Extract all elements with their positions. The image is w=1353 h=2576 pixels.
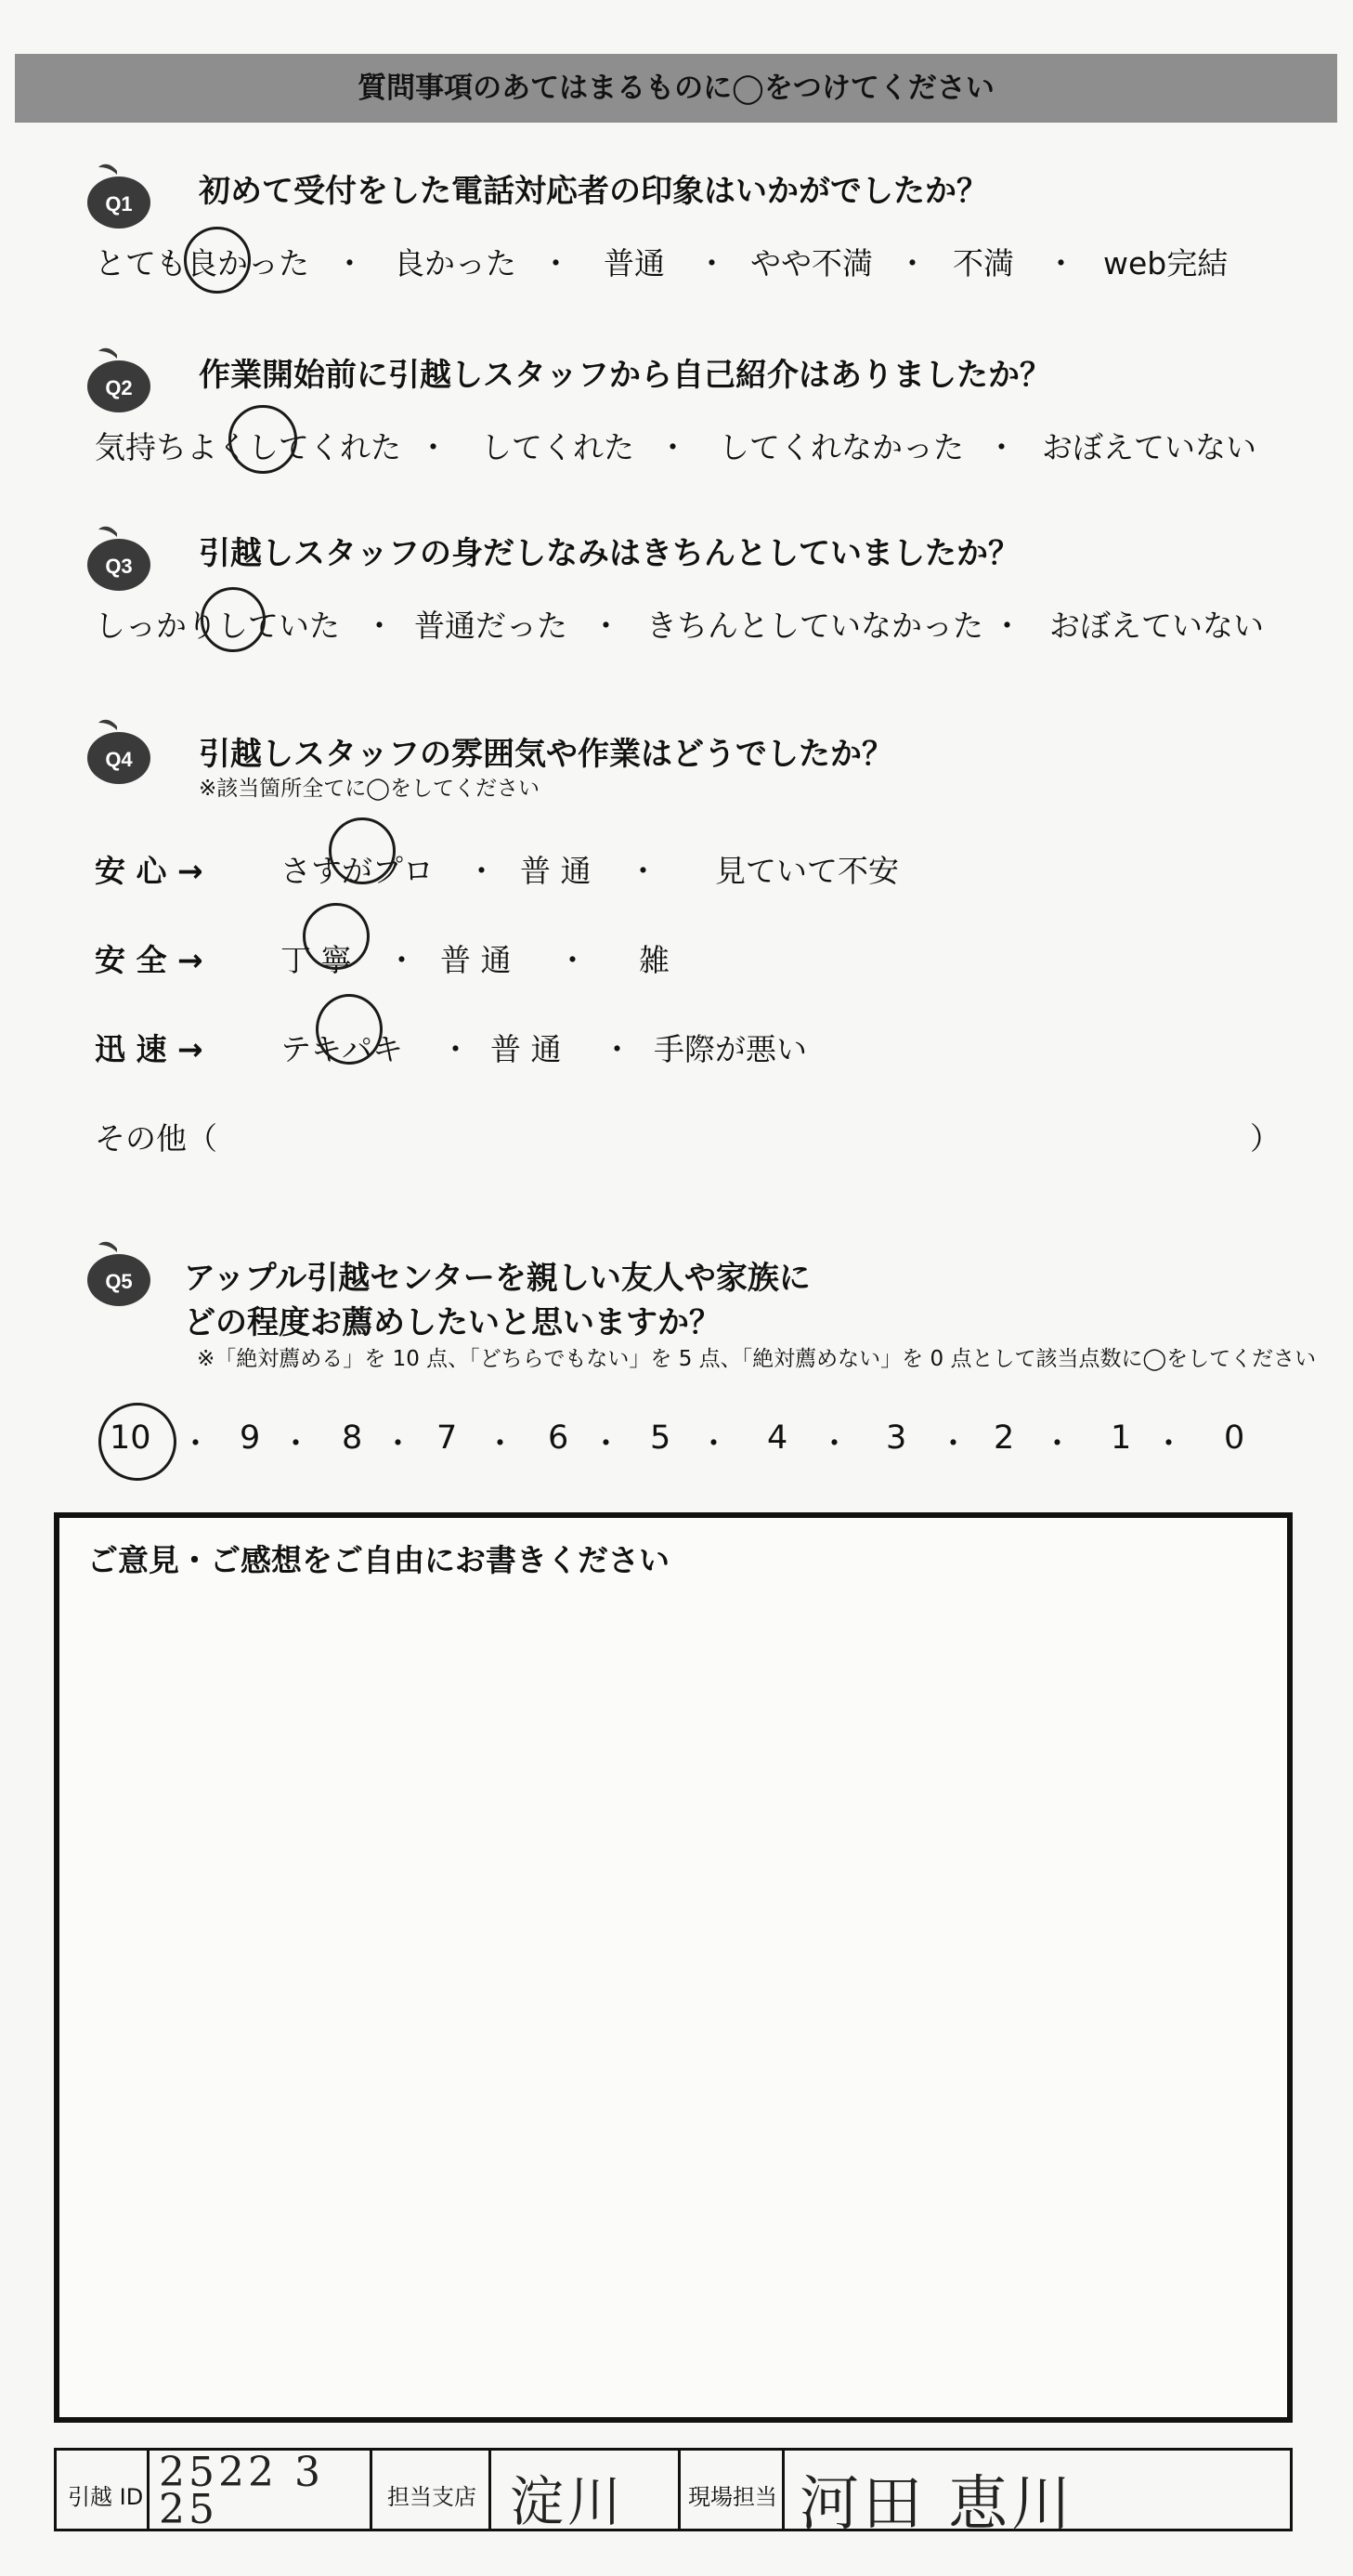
q5-score-2[interactable]: 2 xyxy=(994,1419,1015,1457)
q5-score-10[interactable]: 10 xyxy=(110,1419,151,1457)
q2-badge-label: Q2 xyxy=(105,376,133,399)
q3-badge-icon xyxy=(82,520,156,595)
q3-option-2[interactable]: 普通だった xyxy=(414,608,567,644)
site-label: 現場担当 xyxy=(688,2484,777,2510)
branch-value-cell[interactable] xyxy=(491,2451,681,2533)
q4-row1-option-2[interactable]: 普 通 xyxy=(520,853,592,889)
q5-score-3[interactable]: 3 xyxy=(886,1419,907,1457)
footer-table xyxy=(54,2448,1293,2539)
q1-option-4[interactable]: やや不満 xyxy=(750,245,873,281)
branch-label-cell xyxy=(372,2451,491,2529)
q2-option-3[interactable]: してくれなかった xyxy=(719,429,964,465)
q2-option-1[interactable]: 気持ちよくしてくれた xyxy=(95,429,401,465)
form-header: 質問事項のあてはまるものに◯をつけてください xyxy=(15,54,1337,123)
q4-row2-option-2[interactable]: 普 通 xyxy=(440,942,512,978)
q4-title: 引越しスタッフの雰囲気や作業はどうでしたか？ xyxy=(199,736,893,773)
q3-badge-label: Q3 xyxy=(105,555,133,578)
id-value-cell[interactable] xyxy=(150,2449,372,2533)
q5-score-4[interactable]: 4 xyxy=(767,1419,788,1457)
site-value: 河田 恵川 xyxy=(800,2470,1075,2539)
q4-other-close: ） xyxy=(1250,1120,1281,1157)
q4-row1-option-1[interactable]: さすがプロ xyxy=(280,853,434,889)
id-label-cell xyxy=(57,2451,150,2529)
q3-option-1[interactable]: しっかりしていた xyxy=(95,608,340,644)
q4-row2-label: 安 全 → xyxy=(95,942,203,978)
q1-option-3[interactable]: 普通 xyxy=(604,245,665,281)
q4-row2-option-1[interactable]: 丁 寧 xyxy=(280,942,352,978)
q4-row1-option-3[interactable]: 見ていて不安 xyxy=(715,853,899,889)
q3-option-4[interactable]: おぼえていない xyxy=(1049,608,1264,644)
q3-options: しっかりしていた ・ 普通だった ・ きちんとしていなかった ・ おぼえていない xyxy=(95,602,1302,648)
q2-option-4[interactable]: おぼえていない xyxy=(1042,429,1256,465)
branch-label: 担当支店 xyxy=(387,2484,476,2510)
q4-row3-label: 迅 速 → xyxy=(95,1031,203,1067)
q4-badge-label: Q4 xyxy=(105,748,133,771)
comment-box[interactable] xyxy=(54,1512,1293,2423)
site-value-cell[interactable] xyxy=(785,2451,1290,2539)
q4-row2-option-3[interactable]: 雑 xyxy=(639,942,670,978)
q5-note: ※「絶対薦める」を 10 点、「どちらでもない」を 5 点、「絶対薦めない」を 0 点として該当点数に◯をしてください xyxy=(197,1347,1317,1371)
q5-score-7[interactable]: 7 xyxy=(436,1419,458,1457)
q5-score-5[interactable]: 5 xyxy=(650,1419,671,1457)
q2-option-2[interactable]: してくれた xyxy=(481,429,634,465)
q2-title: 作業開始前に引越しスタッフから自己紹介はありましたか？ xyxy=(199,357,1051,394)
q4-row1-label: 安 心 → xyxy=(95,853,203,889)
comment-title: ご意見・ご感想をご自由にお書きください xyxy=(87,1542,670,1578)
q2-options: 気持ちよくしてくれた ・ してくれた ・ してくれなかった ・ おぼえていない xyxy=(95,424,1302,470)
q1-option-2[interactable]: 良かった xyxy=(394,245,516,281)
q5-score-6[interactable]: 6 xyxy=(548,1419,569,1457)
q1-option-6[interactable]: web完結 xyxy=(1103,245,1229,281)
q1-options: とても良かった ・ 良かった ・ 普通 ・ やや不満 ・ 不満 ・ web完結 xyxy=(95,240,1302,286)
q5-score-0[interactable]: 0 xyxy=(1224,1419,1245,1457)
q4-other-field[interactable] xyxy=(260,1111,1244,1156)
q1-badge-icon xyxy=(82,158,156,232)
q5-title-line1: アップル引越センターを親しい友人や家族に xyxy=(184,1260,811,1297)
q5-score-8[interactable]: 8 xyxy=(342,1419,363,1457)
q4-row3-option-1[interactable]: テキパキ xyxy=(280,1031,403,1067)
branch-value: 淀川 xyxy=(510,2470,626,2533)
q5-score-9[interactable]: 9 xyxy=(240,1419,261,1457)
q3-option-3[interactable]: きちんとしていなかった xyxy=(646,608,983,644)
comment-body[interactable] xyxy=(87,1592,1257,2391)
q1-title: 初めて受付をした電話対応者の印象はいかがでしたか？ xyxy=(199,173,988,210)
id-label: 引越 ID xyxy=(68,2484,144,2510)
id-value: 2522 325 xyxy=(159,2449,324,2533)
q5-badge-label: Q5 xyxy=(105,1270,133,1293)
q3-title: 引越しスタッフの身だしなみはきちんとしていましたか？ xyxy=(199,535,1020,572)
q4-note: ※該当箇所全てに◯をしてください xyxy=(199,777,540,801)
q4-row3-option-2[interactable]: 普 通 xyxy=(490,1031,562,1067)
q2-badge-icon xyxy=(82,342,156,416)
q1-badge-label: Q1 xyxy=(105,192,133,216)
q4-row3-option-3[interactable]: 手際が悪い xyxy=(654,1031,807,1067)
q4-badge-icon xyxy=(82,713,156,788)
q4-other-label: その他（ xyxy=(95,1120,217,1157)
q1-option-5[interactable]: 不満 xyxy=(953,245,1014,281)
q5-badge-icon xyxy=(82,1236,156,1310)
q5-scale: 10 ・ 9 ・ 8 ・ 7 ・ 6 ・ 5 ・ 4 ・ 3 ・ 2 ・ 1 ・ 0 xyxy=(110,1419,1245,1461)
q5-score-1[interactable]: 1 xyxy=(1111,1419,1132,1457)
q5-title-line2: どの程度お薦めしたいと思いますか？ xyxy=(184,1304,721,1341)
q1-option-1[interactable]: とても良かった xyxy=(95,245,309,281)
site-label-cell xyxy=(681,2451,785,2529)
